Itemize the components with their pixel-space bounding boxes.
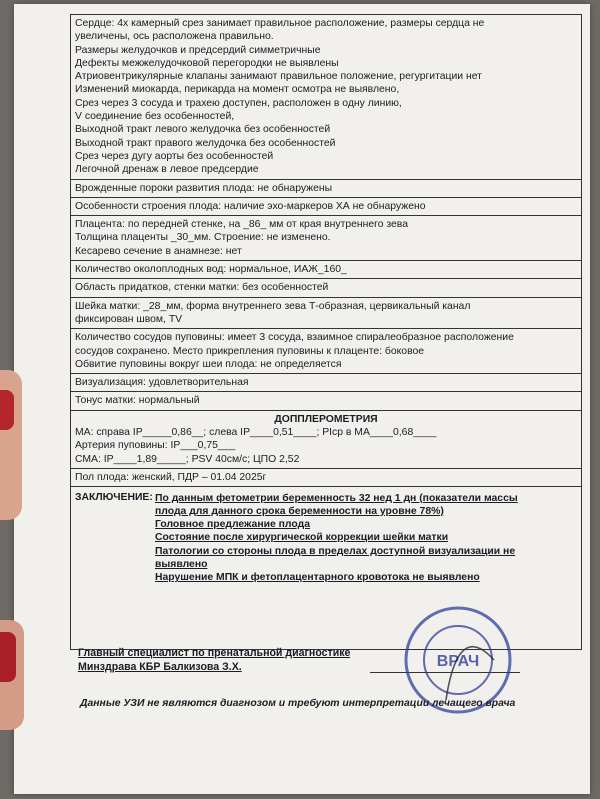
doppler-ma: МА: справа IP_____0,86__; слева IP____0,51____; PIср в МА____0,68____ xyxy=(75,427,437,439)
conclusion-item-1: По данным фетометрии беременность 32 нед 1 дн (показатели массы xyxy=(155,492,518,504)
structure-section xyxy=(71,198,581,216)
finger xyxy=(0,370,22,520)
cervix-line-2: фиксирован швом, TV xyxy=(75,313,183,325)
signature-line-1: Главный специалист по пренатальной диагностике xyxy=(78,647,351,659)
cardio-line-7: Срез через 3 сосуда и трахею доступен, расположен в одну линию, xyxy=(75,97,402,109)
tonus-section xyxy=(71,392,581,410)
cardio-line-6: Изменений миокарда, перикарда на момент осмотра не выявлено, xyxy=(75,84,400,96)
cardio-line-2: увеличены, ось расположена правильно. xyxy=(75,31,274,43)
signature-line-2: Минздрава КБР Балкизова З.Х. xyxy=(78,661,242,673)
cardio-line-5: Атриовентрикулярные клапаны занимают правильное положение, регургитации нет xyxy=(75,71,482,83)
cardio-line-4: Дефекты межжелудочковой перегородки не выявлены xyxy=(75,57,339,69)
cervix-section xyxy=(71,298,581,330)
fluid-text: Количество околоплодных вод: нормальное, ИАЖ_160_ xyxy=(75,264,347,276)
conclusion-item-7: Нарушение МПК и фетоплацентарного кровотока не выявлено xyxy=(155,572,480,584)
structure-text: Особенности строения плода: наличие эхо-маркеров ХА не обнаружено xyxy=(75,200,426,212)
cardio-line-3: Размеры желудочков и предсердий симметричные xyxy=(75,44,321,56)
cord-line-1: Количество сосудов пуповины: имеет 3 сосуда, взаимное спиралеобразное расположение xyxy=(75,332,514,344)
cardio-line-8: V соединение без особенностей, xyxy=(75,111,235,123)
conclusion-item-5: Патологии со стороны плода в пределах доступной визуализации не xyxy=(155,545,516,557)
sex-text: Пол плода: женский, ПДР – 01.04 2025г xyxy=(75,471,267,483)
cardio-section xyxy=(71,15,581,180)
doppler-section xyxy=(71,411,581,469)
conclusion-label: ЗАКЛЮЧЕНИЕ: xyxy=(75,492,153,504)
cervix-line-1: Шейка матки: _28_мм, форма внутреннего зева Т-образная, цервикальный канал xyxy=(75,300,471,312)
appendages-section xyxy=(71,279,581,297)
doppler-title: ДОППЛЕРОМЕТРИЯ xyxy=(274,413,378,425)
cardio-line-1: Сердце: 4х камерный срез занимает правильное расположение, размеры сердца не xyxy=(75,18,485,29)
appendages-text: Область придатков, стенки матки: без особенностей xyxy=(75,282,329,294)
placenta-line-1: Плацента: по передней стенке, на _86_ мм от края внутреннего зева xyxy=(75,219,408,231)
ultrasound-report-table xyxy=(70,14,582,650)
tonus-text: Тонус матки: нормальный xyxy=(75,395,200,407)
conclusion-list xyxy=(155,492,577,585)
placenta-line-2: Толщина плаценты _30_мм. Строение: не изменено. xyxy=(75,232,331,244)
cardio-line-10: Выходной тракт правого желудочка без особенностей xyxy=(75,137,336,149)
visualization-section xyxy=(71,374,581,392)
signature-block xyxy=(78,646,350,674)
sex-section xyxy=(71,469,581,487)
placenta-section xyxy=(71,216,581,261)
fingernail xyxy=(0,390,14,430)
malformations-text: Врожденные пороки развития плода: не обнаружены xyxy=(75,182,333,194)
fluid-section xyxy=(71,261,581,279)
doppler-cma: СМА: IP____1,89_____; PSV 40см/с; ЦПО 2,52 xyxy=(75,453,300,465)
conclusion-item-6: выявлено xyxy=(155,558,208,570)
conclusion-item-4: Состояние после хирургической коррекции шейки матки xyxy=(155,532,449,544)
cord-section xyxy=(71,329,581,374)
visualization-text: Визуализация: удовлетворительная xyxy=(75,377,249,389)
cardio-line-9: Выходной тракт левого желудочка без особенностей xyxy=(75,124,331,136)
placenta-line-3: Кесарево сечение в анамнезе: нет xyxy=(75,245,242,257)
conclusion-item-3: Головное предлежание плода xyxy=(155,519,310,531)
malformations-section xyxy=(71,180,581,198)
cardio-line-11: Срез через дугу аорты без особенностей xyxy=(75,150,274,162)
cardio-line-12: Легочной дренаж в левое предсердие xyxy=(75,164,259,176)
doppler-cord-artery: Артерия пуповины: IP___0,75___ xyxy=(75,440,236,452)
disclaimer-footer: Данные УЗИ не являются диагнозом и требуют интерпретации лечащего врача xyxy=(80,698,516,709)
cord-line-2: сосудов сохранено. Место прикрепления пуповины к плаценте: боковое xyxy=(75,345,425,357)
finger-lower xyxy=(0,620,24,730)
fingernail-lower xyxy=(0,632,16,682)
stamp-text: ВРАЧ xyxy=(436,653,480,670)
cord-line-3: Обвитие пуповины вокруг шеи плода: не определяется xyxy=(75,358,342,370)
conclusion-item-2: плода для данного срока беременности на уровне 78%) xyxy=(155,505,444,517)
